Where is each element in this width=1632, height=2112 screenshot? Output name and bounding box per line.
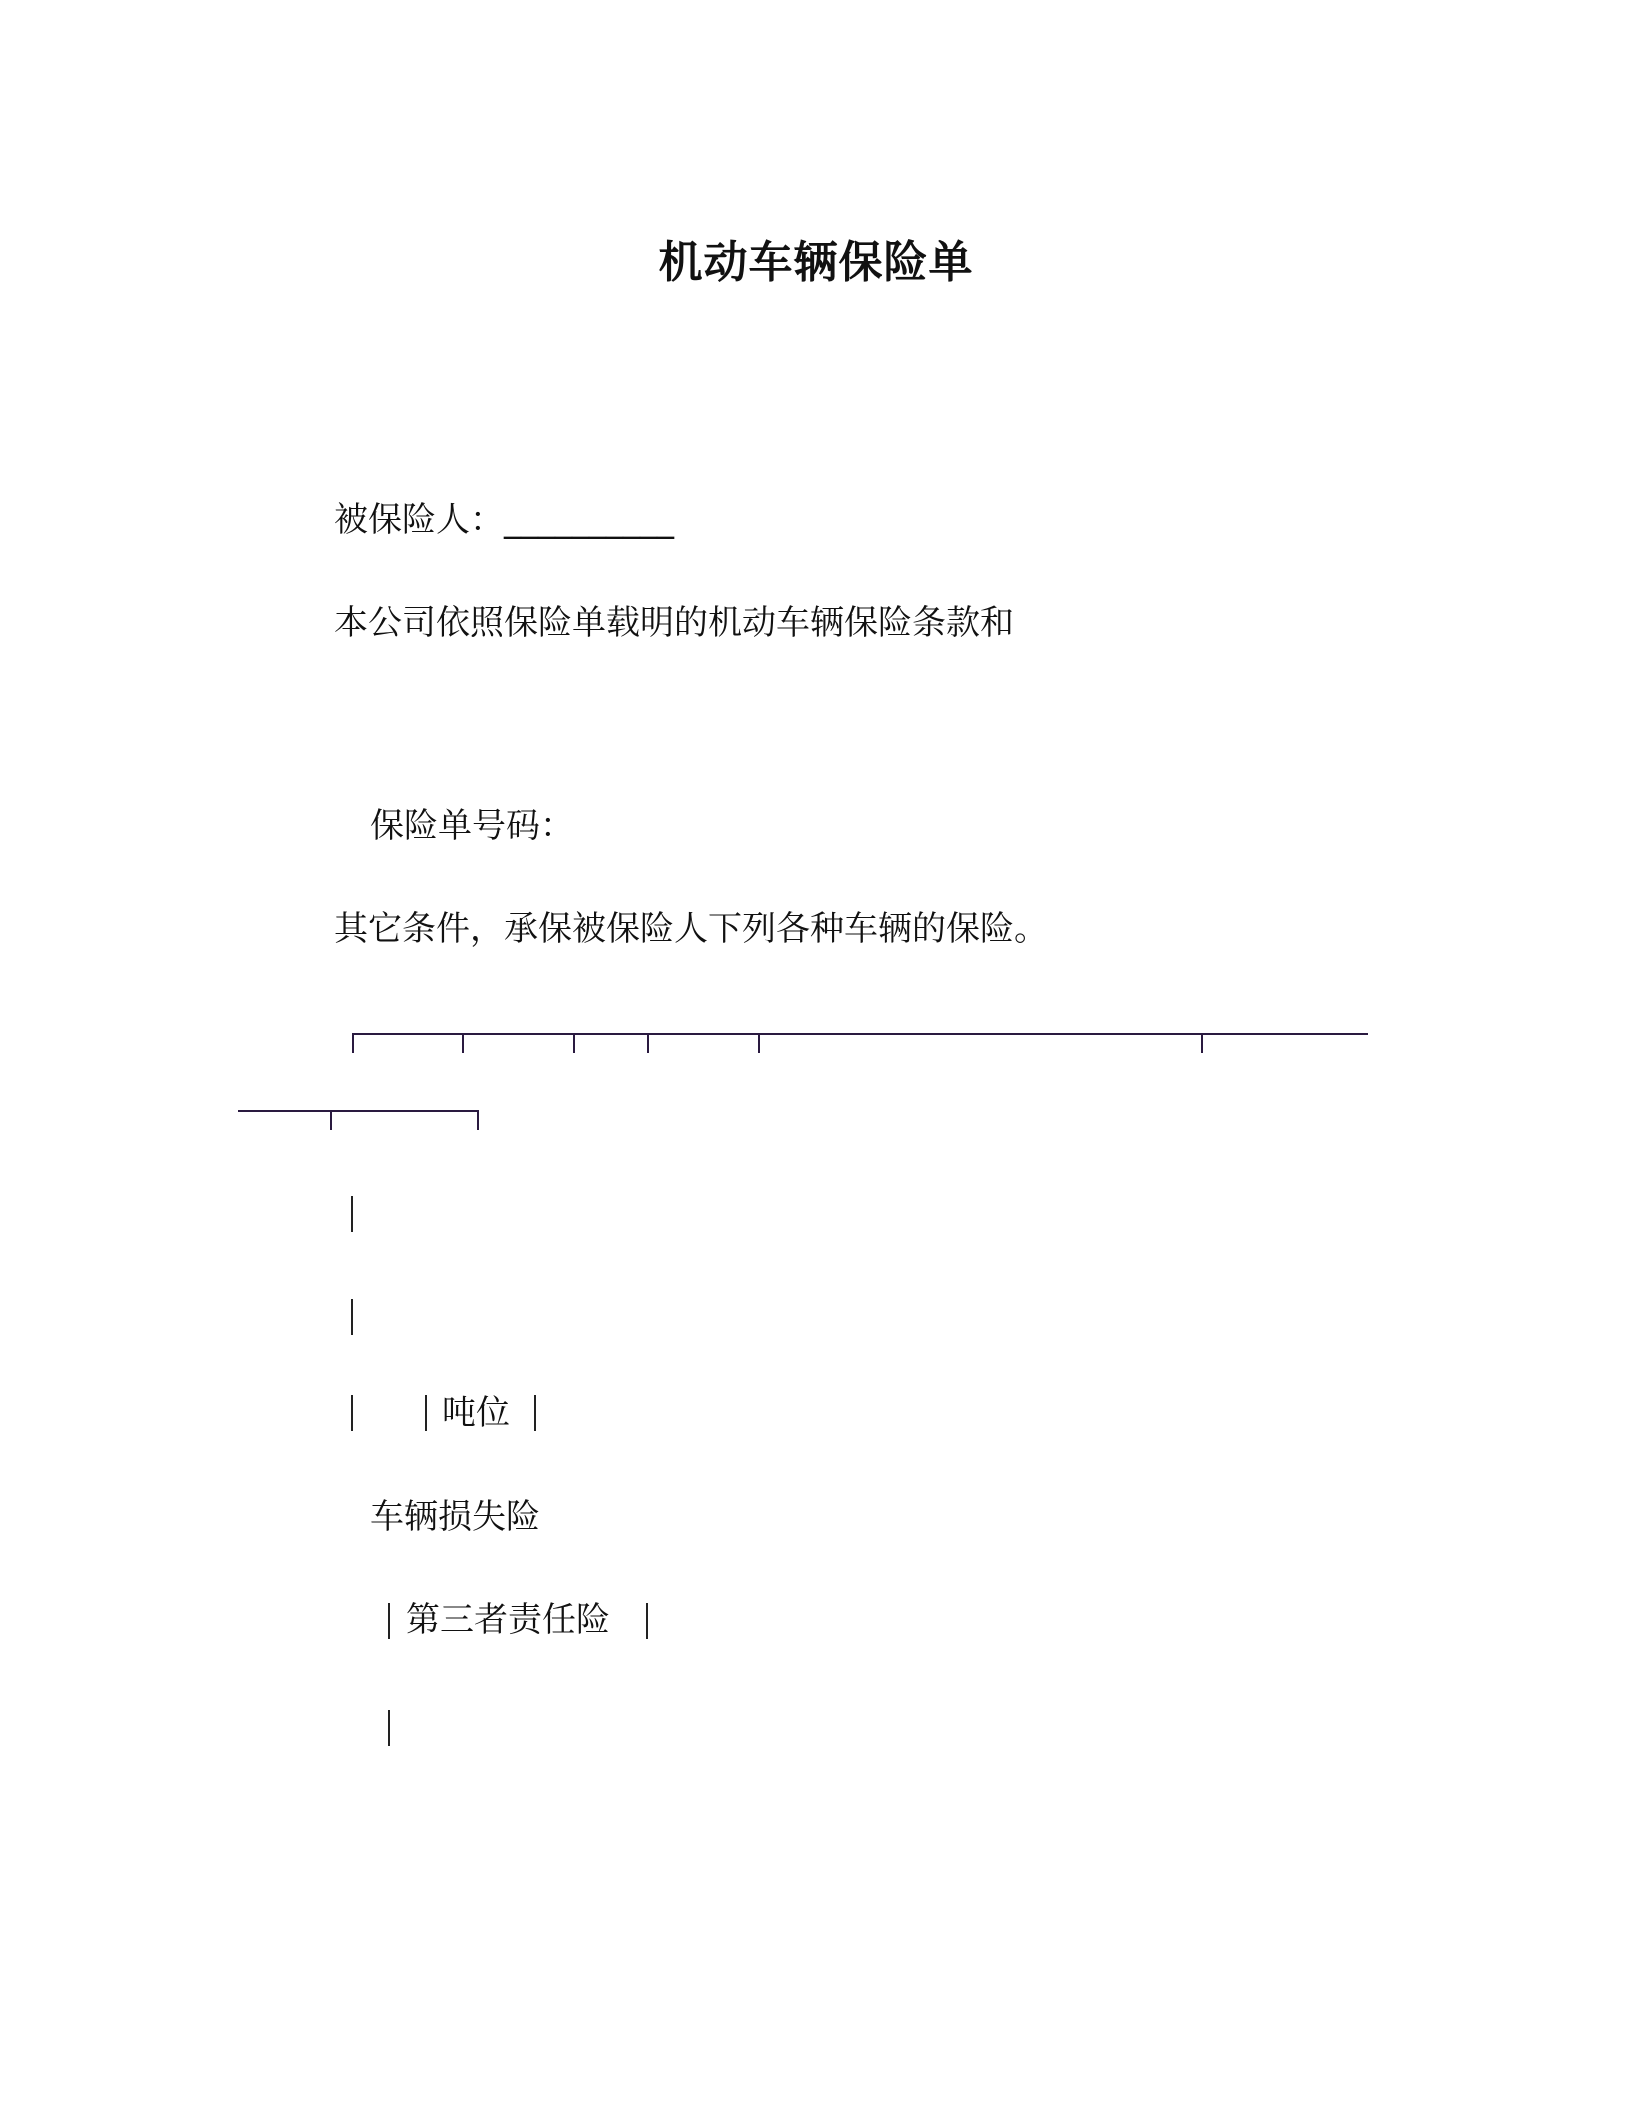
table-column-tick — [647, 1033, 649, 1053]
table-cell-border — [534, 1395, 536, 1431]
insured-label: 被保险人：__________ — [334, 500, 674, 540]
third-party-label: 第三者责任险 — [406, 1600, 610, 1640]
table-column-tick — [477, 1110, 479, 1130]
table-top-border — [352, 1033, 1368, 1035]
table-cell-border — [425, 1395, 427, 1431]
document-title: 机动车辆保险单 — [658, 237, 974, 288]
table-column-tick — [1201, 1033, 1203, 1053]
table-cell-border — [351, 1299, 353, 1335]
intro-line: 本公司依照保险单载明的机动车辆保险条款和 — [334, 603, 1014, 643]
table-cell-border — [351, 1395, 353, 1431]
table-cell-border — [646, 1603, 648, 1639]
conditions-line: 其它条件，承保被保险人下列各种车辆的保险。 — [334, 909, 1048, 949]
vehicle-loss-label: 车辆损失险 — [370, 1497, 540, 1537]
tonnage-label: 吨位 — [442, 1393, 510, 1433]
table-cell-border — [351, 1196, 353, 1232]
table-column-tick — [352, 1033, 354, 1053]
table-sub-border — [238, 1110, 478, 1112]
table-column-tick — [330, 1110, 332, 1130]
table-cell-border — [388, 1603, 390, 1639]
table-cell-border — [388, 1710, 390, 1746]
table-column-tick — [462, 1033, 464, 1053]
table-column-tick — [573, 1033, 575, 1053]
policy-number-label: 保险单号码： — [370, 806, 574, 846]
table-column-tick — [758, 1033, 760, 1053]
